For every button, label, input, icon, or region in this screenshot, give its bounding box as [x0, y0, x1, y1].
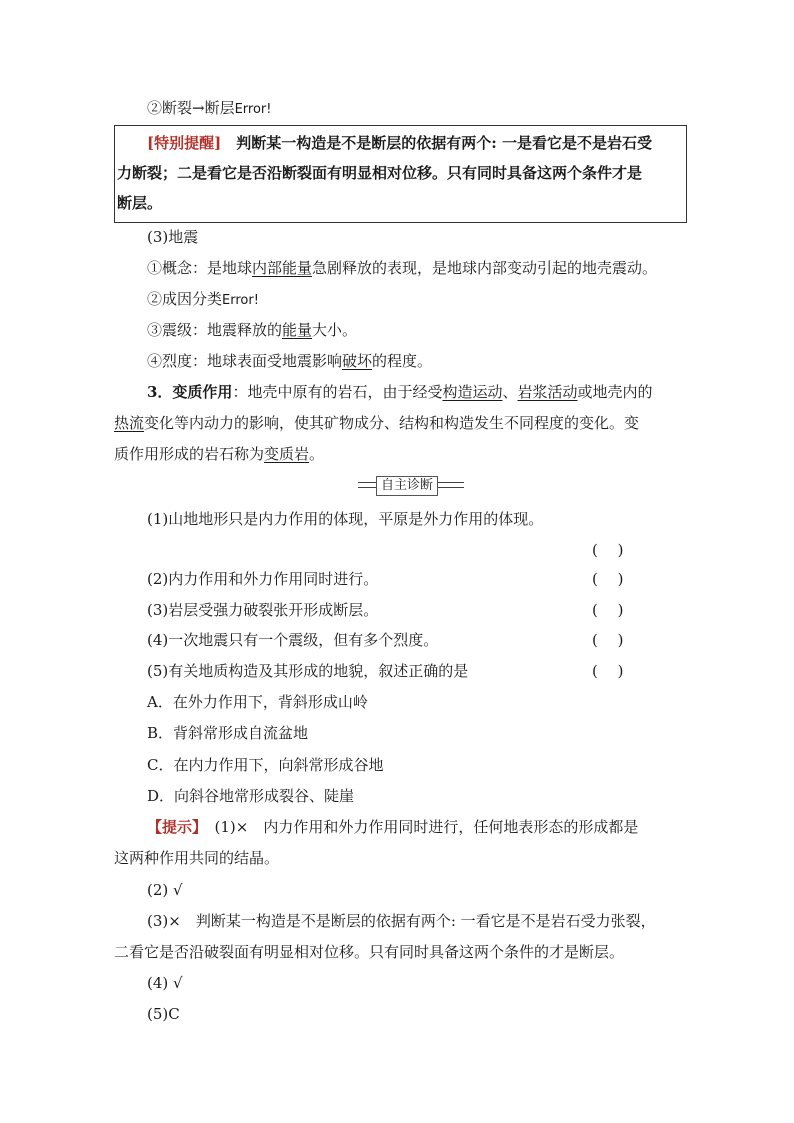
- hint-line-2: 这两种作用共同的结晶。: [114, 849, 280, 867]
- meta-underline-4: 变质岩: [264, 445, 310, 463]
- meta-text-e: 质作用形成的岩石称为: [114, 445, 265, 463]
- magnitude-underline: 能量: [282, 321, 313, 339]
- meta-text-b: 、: [502, 383, 518, 401]
- option-a: A．在外力作用下，背斜形成山岭: [147, 693, 368, 711]
- section-title-self-diagnosis: [358, 476, 464, 494]
- earthquake-intensity: [147, 351, 432, 371]
- question-2: (2)内力作用和外力作用同时进行。: [147, 570, 379, 588]
- hint-2: (2) √: [147, 881, 183, 899]
- question-5: (5)有关地质构造及其形成的地貌，叙述正确的是: [147, 662, 469, 680]
- error-text-2: Error!: [222, 293, 259, 308]
- answer-paren-5: ( ): [592, 662, 624, 680]
- note-line-2: 力断裂；二是看它是否沿断裂面有明显相对位移。只有同时具备这两个条件才是: [117, 164, 643, 182]
- concept-rest: 急剧释放的表现，是地球内部变动引起的地壳震动。: [312, 259, 658, 277]
- intensity-underline: 破坏: [342, 352, 373, 370]
- hint-tag: 【提示】: [147, 818, 200, 836]
- metamorphism-lead: 3．变质作用: [147, 383, 233, 401]
- fault-text: ②断裂→断层: [147, 99, 235, 117]
- hint-3b: 二看它是否沿破裂面有明显相对位移。只有同时具备这两个条件的才是断层。: [114, 943, 625, 961]
- answer-paren-3: ( ): [592, 601, 624, 619]
- error-text: Error!: [234, 102, 272, 117]
- note-line-1: [147, 133, 652, 153]
- section-title-text: 自主诊断: [376, 476, 438, 496]
- earthquake-magnitude: [147, 320, 357, 340]
- magnitude-suffix: 大小。: [312, 321, 358, 339]
- metamorphism-line-3: [114, 444, 324, 464]
- magnitude-prefix: ③震级：地震释放的: [147, 321, 283, 339]
- answer-paren-1: ( ): [592, 541, 624, 559]
- hint-text-1a: (1)× 内力作用和外力作用同时进行，任何地表形态的形成都是: [214, 818, 639, 836]
- earthquake-concept: [147, 258, 657, 278]
- intensity-prefix: ④烈度：地球表面受地震影响: [147, 352, 343, 370]
- answer-paren-2: ( ): [592, 570, 624, 588]
- question-1: (1)山地地形只是内力作用的体现，平原是外力作用的体现。: [147, 510, 544, 528]
- note-tag: [特别提醒]: [147, 134, 222, 152]
- metamorphism-line-1: [147, 382, 653, 402]
- metamorphism-line-2: [114, 413, 639, 433]
- note-text-1: 判断某一构造是不是断层的依据有两个: 一是看它是不是岩石受: [236, 134, 652, 152]
- option-b: B．背斜常形成自流盆地: [147, 724, 309, 742]
- intensity-suffix: 的程度。: [372, 352, 433, 370]
- option-d: D．向斜谷地常形成裂谷、陡崖: [147, 787, 355, 805]
- concept-prefix: ①概念：是地球: [147, 259, 253, 277]
- concept-underline: 内部能量: [252, 259, 313, 277]
- meta-underline-1: 构造运动: [442, 383, 503, 401]
- hint-3a: (3)× 判断某一构造是不是断层的依据有两个: 一看它是不是岩石受力张裂，: [147, 912, 656, 930]
- note-line-3: 断层。: [117, 194, 163, 212]
- earthquake-cause: [147, 289, 259, 311]
- meta-text-d: 变化等内动力的影响，使其矿物成分、结构和构造发生不同程度的变化。变: [144, 414, 640, 432]
- meta-text-a: ：地壳中原有的岩石，由于经受: [232, 383, 443, 401]
- option-c: C．在内力作用下，向斜常形成谷地: [147, 756, 384, 774]
- question-4: (4)一次地震只有一个震级，但有多个烈度。: [147, 631, 439, 649]
- question-3: (3)岩层受强力破裂张开形成断层。: [147, 601, 379, 619]
- hint-line-1: [147, 817, 638, 837]
- answer-paren-4: ( ): [592, 631, 624, 649]
- meta-text-f: 。: [309, 445, 325, 463]
- meta-text-c: 或地壳内的: [577, 383, 653, 401]
- earthquake-heading: (3)地震: [147, 228, 199, 246]
- hint-4: (4) √: [147, 974, 183, 992]
- meta-underline-2: 岩浆活动: [517, 383, 578, 401]
- hint-5: (5)C: [147, 1005, 180, 1023]
- meta-underline-3: 热流: [114, 414, 145, 432]
- cause-text: ②成因分类: [147, 290, 223, 308]
- fault-line: [147, 98, 271, 120]
